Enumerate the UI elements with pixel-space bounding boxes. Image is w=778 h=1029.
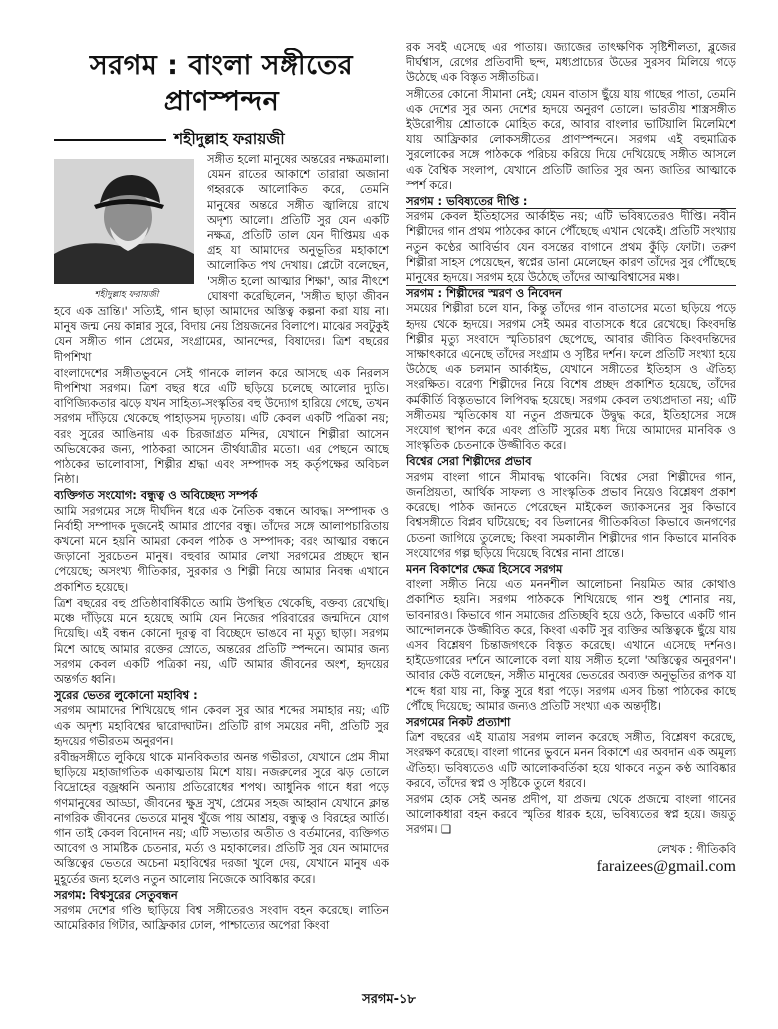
right-column [406, 40, 736, 978]
byline-rule [54, 139, 166, 141]
section-heading-world-artists: বিশ্বের সেরা শিল্পীদের প্রভাব [406, 454, 532, 469]
world-artists-paragraph: সরগম বাংলা গানে সীমাবদ্ধ থাকেনি। বিশ্বের সেরা শিল্পীদের গান, জনপ্রিয়তা, আর্থিক সাফল্য ও সাংস্কৃতিক প্রভাব নিয়েও বিশ্লেষণ প্রকাশ করেছে। পাঠক জানতে পেরেছেন মাইকেল জ্যাকসনের সুর কিভাবে বিশ্বসঙ্গীতে বিপ্লব ঘটিয়েছে; বব ডিলানের গীতিকবিতা কিভাবে জনগণের চেতনা জাগিয়ে তুলেছে; কিংবা সমকালীন শিল্পীদের গান কিভাবে মানবিক সংযোগের গল্প ছড়িয়ে দিয়েছে বিশ্বের নানা প্রান্তে। [406, 470, 736, 560]
section-heading-future: সরগম : ভবিষ্যতের দীপ্তি : [406, 194, 528, 209]
future-paragraph: সরগম কেবল ইতিহাসের আর্কাইভ নয়; এটি ভবিষ্যতেরও দীপ্তি। নবীন শিল্পীদের গান প্রথম পাঠকের কানে পৌঁছেছে এখান থেকেই। প্রতিটি সংখ্যায় নতুন কণ্ঠের আবির্ভাব যেন বসন্তের বাগানে প্রথম কুঁড়ি ফোটা। তরুণ শিল্পীরা সাহস পেয়েছেন, স্বপ্নের ডানা মেলেছেন কারণ তাঁদের সুর পৌঁছেছে মানুষের হৃদয়ে। সরগম হয়ে উঠেছে তাঁদের আত্মবিশ্বাসের মঞ্চ। [406, 210, 736, 285]
author-photo [54, 159, 194, 284]
remembrance-paragraph: সময়ের শিল্পীরা চলে যান, কিন্তু তাঁদের গান বাতাসের মতো ছড়িয়ে পড়ে হৃদয় থেকে হৃদয়ে। সরগম সেই অমর বাতাসকে ধরে রেখেছে। কিংবদন্তি শিল্পীর মৃত্যু সংবাদে স্মৃতিচারণ ছেপেছে, আবার জীবিত কিংবদন্তিদের সাক্ষাৎকারে এনেছে তাঁদের সংগ্রাম ও সৃষ্টির দর্শন। ফলে প্রতিটি সংখ্যা হয়ে উঠেছে এক চলমান আর্কাইভ, যেখানে সঙ্গীতের ইতিহাস ও ঐতিহ্য সংরক্ষিত। বরেণ্য শিল্পীদের নিয়ে বিশেষ প্রচ্ছদ প্রকাশিত হয়েছে, তাঁদের কর্মকীর্তি বিস্তৃতভাবে লিপিবদ্ধ হয়েছে। সরগম কেবল তথ্যপ্রদাতা নয়; এটি সঙ্গীতময় স্মৃতিকোষ যা নতুন প্রজন্মকে উদ্বুদ্ধ করে, ইতিহাসের সঙ্গে সংযোগ স্থাপন করে এবং প্রতিটি সুরের মধ্য দিয়ে আমাদের মানবিক ও সাংস্কৃতিক চেতনাকে উজ্জীবিত করে। [406, 302, 736, 453]
section-heading-remembrance: সরগম : শিল্পীদের স্মরণ ও নিবেদন [406, 286, 562, 301]
section-heading-expectation: সরগমের নিকট প্রত্যাশা [406, 714, 511, 729]
section-heading-world-bridge: সরগম: বিশ্বসুরের সেতুবন্ধন [54, 887, 178, 902]
expectation-paragraph-2: সরগম হোক সেই অনন্ত প্রদীপ, যা প্রজন্ম থেকে প্রজন্মে বাংলা গানের আলোকধারা বহন করবে স্মৃতির ধারক হয়ে, ভবিষ্যতের স্বপ্ন হয়ে। জয়তু সরগম। ❑ [406, 792, 736, 837]
title-line-2: প্রাণস্পন্দন [163, 86, 280, 117]
connection-paragraph-1: আমি সরগমের সঙ্গে দীর্ঘদিন ধরে এক নৈতিক বন্ধনে আবদ্ধ। সম্পাদক ও নির্বাহী সম্পাদক দুজনেই আমার প্রাণের বন্ধু। তাঁদের সঙ্গে আলাপচারিতায় কখনো মনে হয়নি আমরা কেবল পাঠক ও সম্পাদক; বরং আত্মার বন্ধনে জড়ানো সুরচেতন মানুষ। বহুবার আমার লেখা সরগমের প্রচ্ছদে স্থান পেয়েছে; অসংখ্য গীতিকার, সুরকার ও শিল্পী নিয়ে আমার নিবন্ধ এখানে প্রকাশিত হয়েছে। [54, 504, 389, 594]
byline-row [54, 128, 389, 152]
author-signature: লেখক : গীতিকবি [656, 842, 736, 856]
author-photo-block [54, 159, 199, 302]
author-email: faraizees@gmail.com [596, 857, 736, 875]
section-heading-connection: ব্যক্তিগত সংযোগ: বন্ধুত্ব ও অবিচ্ছেদ্য সম্পর্ক [54, 488, 258, 503]
author-name: শহীদুল্লাহ ফরায়জী [174, 130, 285, 148]
left-column [54, 48, 389, 978]
section-heading-universe: সুরের ভেতর লুকোনো মহাবিশ্ব : [54, 688, 198, 703]
universe-paragraph-1: সরগম আমাদের শিখিয়েছে গান কেবল সুর আর শব্দের সমাহার নয়; এটি এক অদৃশ্য মহাবিশ্বের দ্বারোদ্ঘাটন। প্রতিটি রাগ সময়ের নদী, প্রতিটি সুর হৃদয়ের গভীরতম অনুরণন। [54, 704, 389, 748]
world-bridge-paragraph: সরগম দেশের গণ্ডি ছাড়িয়ে বিশ্ব সঙ্গীতেরও সংবাদ বহন করেছে। লাতিন আমেরিকার গিটার, আফ্রিকার ঢোল, পাশ্চাত্যের অপেরা কিংবা [54, 903, 389, 933]
right-lead-paragraph-1: রক সবই এসেছে এর পাতায়। জ্যাজের তাৎক্ষণিক সৃষ্টিশীলতা, ব্লুজের দীর্ঘশ্বাস, রেগের প্রতিবাদী ছন্দ, মধ্যপ্রাচ্যের উডের সুরসব মিলিয়ে গড়ে উঠেছে এক বিস্তৃত সঙ্গীতচিত্র। [406, 41, 736, 85]
intro-paragraph-1: সঙ্গীত হলো মানুষের অন্তরের নক্ষত্রমালা। যেমন রাতের আকাশে তারারা অজানা গহ্বরকে আলোকিত করে, তেমনি মানুষের অন্তরে সঙ্গীত জ্বালিয়ে রাখে অদৃশ্য আলো। প্রতিটি সুর যেন একটি নক্ষত্র, প্রতিটি তাল যেন দীপ্তিময় এক গ্রহ যা আমাদের অনুভূতির মহাকাশে আলোকিত পথ দেখায়। প্লেটো বলেছেন, 'সঙ্গীত হলো আত্মার শিক্ষা', আর নীৎশে ঘোষণা করেছিলেন, 'সঙ্গীত ছাড়া জীবন হবে এক ভ্রান্তি।' সত্যিই, গান ছাড়া আমাদের অস্তিত্ব কল্পনা করা যায় না। মানুষ জন্ম নেয় কান্নার সুরে, বিদায় নেয় প্রিয়জনের বিলাপে। মাঝের সবটুকুই যেন সঙ্গীত গান প্রেমের, সংগ্রামের, আনন্দের, বিষাদের। ত্রিশ বছরের দীপশিখা [54, 153, 389, 364]
page-number: সরগম-১৮ [362, 992, 416, 1007]
section-heading-intellect: মনন বিকাশের ক্ষেত্র হিসেবে সরগম [406, 561, 563, 576]
connection-paragraph-2: ত্রিশ বছরের বহু প্রতিষ্ঠাবার্ষিকীতে আমি উপস্থিত থেকেছি, বক্তব্য রেখেছি। মঞ্চে দাঁড়িয়ে মনে হয়েছে আমি যেন নিজের পরিবারের জন্মদিনে যোগ দিয়েছি। এই বন্ধন কোনো দূরত্ব বা বিচ্ছেদে ভাঙবে না মৃত্যু ছাড়া। সরগম মিশে আছে আমার রক্তের স্রোতে, অন্তরের প্রতিটি স্পন্দনে। আমার জন্য সরগম কেবল একটি পত্রিকা নয়, এটি আমার জীবনের অংশ, হৃদয়ের অন্তর্গত ধ্বনি। [54, 596, 389, 686]
right-lead-paragraph-2: সঙ্গীতের কোনো সীমানা নেই; যেমন বাতাস ছুঁয়ে যায় গাছের পাতা, তেমনি এক দেশের সুর অন্য দেশের হৃদয়ে অনুরণ তোলে। ভারতীয় শাস্ত্রসঙ্গীত ইউরোপীয় শ্রোতাকে মোহিত করে, আবার বাংলার ভাটিয়ালি মিলেমিশে যায় আফ্রিকার লোকসঙ্গীতের প্রাণস্পন্দনে। সরগম এই বহুমাত্রিক সুরলোকের সঙ্গে পাঠককে পরিচয় করিয়ে দিয়ে দেখিয়েছে সঙ্গীত আসলে এক বৈশ্বিক সংলাপ, যেখানে প্রতিটি জাতির সুর অন্য জাতির আত্মাকে স্পর্শ করে। [406, 87, 736, 192]
article-title [54, 48, 389, 120]
photo-caption: শহীদুল্লাহ ফরায়জী [94, 290, 159, 300]
expectation-paragraph-1: ত্রিশ বছরের এই যাত্রায় সরগম লালন করেছে সঙ্গীত, বিশ্লেষণ করেছে, সংরক্ষণ করেছে। বাংলা গানের ভুবনে মনন বিকাশে এর অবদান এক অমূল্য ঐতিহ্য। ভবিষ্যতেও এটি আলোকবর্তিকা হয়ে থাকবে নতুন কণ্ঠ আবিষ্কার করবে, তাঁদের স্বপ্ন ও সৃষ্টিকে তুলে ধরবে। [406, 731, 736, 790]
title-line-1: সরগম : বাংলা সঙ্গীতের [89, 50, 354, 81]
universe-paragraph-2: রবীন্দ্রসঙ্গীতে লুকিয়ে থাকে মানবিকতার অনন্ত গভীরতা, যেখানে প্রেম সীমা ছাড়িয়ে মহাজাগতিক একাত্মতায় মিশে যায়। নজরুলের সুরে ঝড় তোলে বিদ্রোহের বজ্রধ্বনি অন্যায় প্রতিরোধের শপথ। আধুনিক গানে ধরা পড়ে গণমানুষের আড্ডা, জীবনের ক্ষুদ্র সুখ, প্রেমের সহজ আহ্বান যেখানে ক্লান্ত নাগরিক জীবনের ভেতরে মানুষ খুঁজে পায় আশ্রয়, বন্ধুত্ব ও বিরহের আর্তি। গান তাই কেবল বিনোদন নয়; এটি সভ্যতার অতীত ও বর্তমানের, ব্যক্তিগত আবেগ ও সামষ্টিক চেতনার, মর্ত্য ও মহাকালের। প্রতিটি সুর যেন আমাদের অস্তিত্বের ভেতরে অচেনা মহাবিশ্বের দরজা খুলে দেয়, যেখানে মানুষ এক মুহূর্তের জন্য হলেও নতুন আলোয় নিজেকে আবিষ্কার করে। [54, 750, 389, 886]
intellect-paragraph: বাংলা সঙ্গীত নিয়ে এত মননশীল আলোচনা নিয়মিত আর কোথাও প্রকাশিত হয়নি। সরগম পাঠককে শিখিয়েছে গান শুধু শোনার নয়, ভাবনারও। কিভাবে গান সমাজের প্রতিচ্ছবি হয়ে ওঠে, কিভাবে একটি গান আন্দোলনকে উজ্জীবিত করে, কিংবা একটি সুর ব্যক্তির অস্তিত্বকে ছুঁয়ে যায় এসব বিশ্লেষণ চিন্তাজগৎকে বিস্তৃত করেছে। এখানে এসেছে দর্শনও। হাইডেগারের দর্শনে আলোকে বলা যায় সঙ্গীত হলো 'অস্তিত্বের অনুরণন'। আবার কেউ বলেছেন, সঙ্গীত মানুষের ভেতরের অব্যক্ত অনুভূতির রূপক যা শব্দে ধরা যায় না, কিন্তু সুরে ধরা পড়ে। সরগম এসব চিন্তা পাঠকের কাছে পৌঁছে দিয়েছে; আমার জন্যও প্রতিটি সংখ্যা এক অন্তর্দৃষ্টি। [406, 578, 736, 713]
intro-paragraph-2: বাংলাদেশের সঙ্গীতভুবনে সেই গানকে লালন করে আসছে এক নিরলস দীপশিখা সরগম। ত্রিশ বছর ধরে এটি ছড়িয়ে চলেছে আলোর দ্যুতি। বাণিজ্যিকতার ঝড়ে যখন সাহিত্য-সংস্কৃতির বহু উদ্যোগ হারিয়ে গেছে, তখন সরগম দাঁড়িয়ে থেকেছে পাহাড়সম দৃঢ়তায়। এটি কেবল একটি পত্রিকা নয়; বরং সুরের আঙিনায় এক চিরজাগ্রত মন্দির, যেখানে শিল্পীরা আসেন অভিষেকের জন্য, পাঠকরা আসেন তীর্থযাত্রীর মতো। এর পেছনে আছে পাঠকের ভালোবাসা, শিল্পীর শ্রদ্ধা এবং সম্পাদক সহ কর্তৃপক্ষের অবিচল নিষ্ঠা। [54, 366, 389, 487]
